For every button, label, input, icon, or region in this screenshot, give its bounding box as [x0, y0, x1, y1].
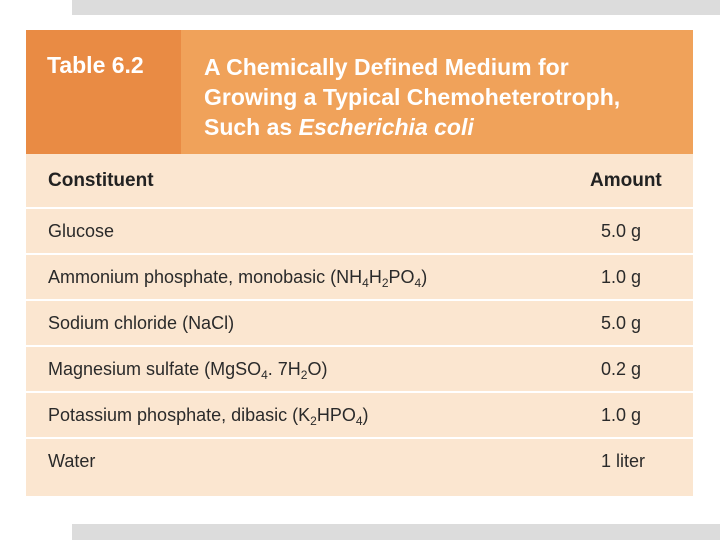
table-row [26, 209, 693, 255]
column-header-constituent: Constituent [48, 170, 154, 191]
constituent-cell: Water [48, 451, 96, 471]
table-number-panel [26, 30, 181, 154]
title-prefix: Such as [204, 114, 299, 140]
column-header-amount: Amount [590, 170, 662, 191]
constituent-cell: Magnesium sulfate (MgSO$_4$. $7H_2O$) [48, 359, 328, 382]
table-row [26, 439, 693, 483]
column-header-row [26, 157, 693, 209]
table-row [26, 255, 693, 301]
amount-cell: 5.0 g [601, 221, 642, 241]
data-table [26, 30, 693, 496]
top-decor-bar [72, 0, 720, 15]
amount-cell: 1 liter [601, 451, 646, 471]
amount-cell: 1.0 g [601, 267, 642, 287]
table-row [26, 393, 693, 439]
constituent-cell: Sodium chloride (NaCl) [48, 313, 235, 333]
amount-cell: 0.2 g [601, 359, 642, 379]
table-title [204, 52, 689, 142]
bottom-decor-bar [72, 524, 720, 540]
table-number: Table 6.2 [47, 52, 144, 78]
organism-name: Escherichia coli [298, 114, 474, 140]
constituent-cell: Potassium phosphate, dibasic $(K_2HPO_4)$ [48, 405, 369, 428]
title-line-3 [204, 112, 689, 142]
amount-cell: 5.0 g [601, 313, 642, 333]
constituent-cell: Glucose [48, 221, 115, 241]
title-line-1: A Chemically Defined Medium for [204, 54, 569, 80]
table-row [26, 347, 693, 393]
amount-cell: 1.0 g [601, 405, 642, 425]
table-header [26, 30, 693, 154]
title-line-2: Growing a Typical Chemoheterotroph, [204, 84, 621, 110]
table-row [26, 301, 693, 347]
constituent-cell: Ammonium phosphate, monobasic $(NH_4H_2PO_4)$ [48, 267, 428, 290]
